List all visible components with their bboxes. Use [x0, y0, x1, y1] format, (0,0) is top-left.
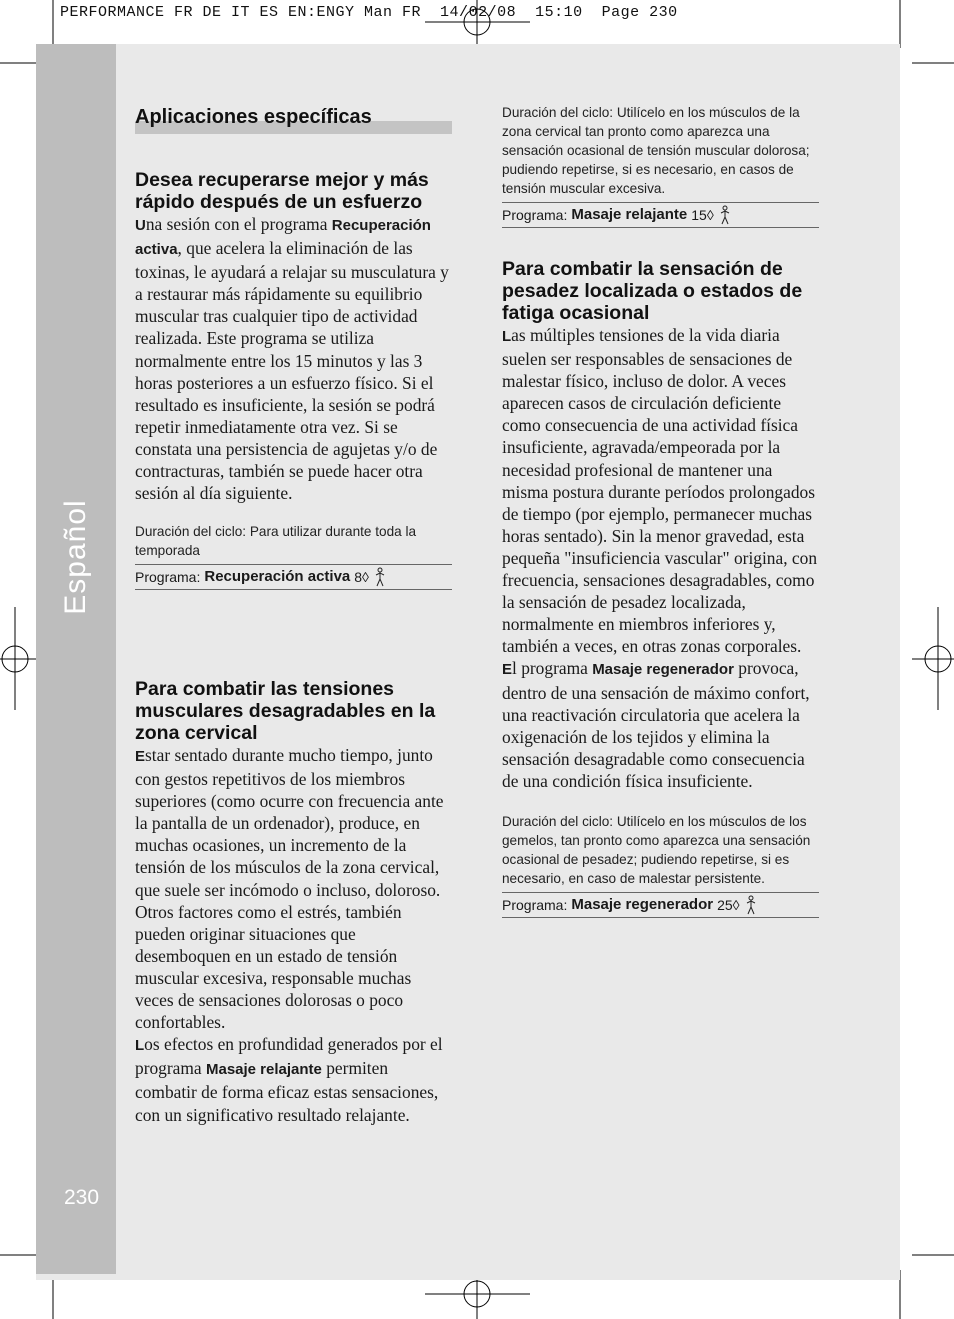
drop-initial: L	[502, 328, 512, 345]
drop-initial: E	[135, 748, 146, 765]
side-band	[36, 44, 116, 1274]
drop-initial: L	[135, 1037, 145, 1055]
program-label: Programa:	[135, 569, 201, 586]
person-figure-icon	[718, 205, 732, 225]
section-recovery	[135, 169, 452, 590]
program-label: Programa:	[502, 896, 568, 913]
section-cervical-end	[502, 103, 819, 228]
drop-initial: U	[135, 217, 146, 234]
program-name: Recuperación activa	[204, 568, 351, 586]
text-run: na sesión con el programa	[145, 214, 332, 234]
paragraph-heaviness-2	[502, 657, 819, 792]
heading-cervical: Para combatir las tensiones musculares desagradables en la zona cervical	[135, 678, 436, 744]
heading-recovery: Desea recuperarse mejor y más rápido después de un esfuerzo	[135, 169, 429, 213]
section-title-text: Aplicaciones específicas	[135, 106, 372, 128]
language-tab-label: Español	[59, 499, 92, 615]
program-label: Programa:	[502, 207, 568, 223]
paragraph-recovery	[135, 213, 452, 504]
text-run: as múltiples tensiones de la vida diaria suelen ser responsables de sensaciones de malestar físico, incluso de dolor. A veces aparecen casos de circulación deficiente como consecuencia de una actividad física insuficiente, agravada/empeorada por la necesidad profesional de mantener una misma postura durante períodos prolongados de tiempo (por ejemplo, permanecer muchas horas sentado). Sin la menor gravedad, esta pequeña "insuficiencia vascular" origina, con frecuencia, sensaciones desagradables, como la sensación de pesadez localizada, normalmente en miembros inferiores y, también a veces, en otras zonas corporales.	[502, 325, 818, 657]
page-number: 230	[64, 1186, 100, 1209]
text-run: os efectos en profundidad generados por el programa	[135, 1034, 443, 1079]
paragraph-cervical-2	[135, 1033, 452, 1125]
section-cervical	[135, 678, 452, 1126]
program-mention: Masaje regenerador	[592, 661, 734, 679]
text-run: star sentado durante mucho tiempo, junto con gestos repetitivos de los miembros superiores (como ocurre con frecuencia ante la pantalla de un ordenador), produce, en muchas ocasiones, un incremento de la tensión de los músculos de la zona cervical, que suele ser incómodo o incluso, doloroso. Otros factores como el estrés, también pueden originar situaciones que desemboquen en un estado de tensión muscular excesiva, responsable muchas veces de sensaciones dolorosas o poco confortables.	[135, 745, 444, 1033]
person-figure-icon	[744, 895, 758, 915]
person-figure-icon	[373, 567, 387, 587]
program-mention: Masaje relajante	[205, 1061, 322, 1079]
text-run: , que acelera la eliminación de las toxinas, le ayudará a relajar su musculatura y a restaurar más rápidamente su equilibrio muscular tras cualquier tipo de actividad realizada. Este programa se utiliza normalmente entre los 15 minutos y las 3 horas posteriores a un esfuerzo físico. Si el resultado es insuficiente, la sesión se podrá repetir inmediatamente otra vez. Si se constata una persistencia de agujetas y/o de contracturas, también se puede hacer otra sesión al día siguiente.	[135, 238, 449, 504]
program-name: Masaje regenerador	[571, 895, 714, 913]
heading-heaviness: Para combatir la sensación de pesadez localizada o estados de fatiga ocasional	[502, 258, 803, 324]
program-minutes: 25◊	[717, 896, 740, 913]
program-minutes: 15◊	[691, 207, 714, 223]
text-run: provoca, dentro de una sensación de máximo confort, una reactivación circulatoria que acelera la oxigenación de los tejidos y elimina la sensación desagradable como consecuencia de una condición física insuficiente.	[502, 658, 810, 791]
section-title	[135, 106, 452, 129]
program-mention: Recuperación activa	[135, 217, 431, 259]
cycle-duration: Duración del ciclo: Utilícelo en los músculos de la zona cervical tan pronto como aparezca una sensación ocasional de tensión muscular dolorosa; pudiendo repetirse, si es necesario, en casos de tensión muscular excesiva.	[502, 105, 810, 196]
section-heaviness	[502, 258, 819, 918]
cycle-duration: Duración del ciclo: Para utilizar durante toda la temporada	[135, 524, 417, 559]
program-row-relax	[502, 202, 819, 228]
paragraph-cervical-1	[135, 744, 452, 1033]
drop-initial: E	[502, 661, 513, 679]
paragraph-heaviness-1	[502, 324, 819, 657]
program-row-recovery	[135, 564, 452, 590]
program-row-regen	[502, 892, 819, 918]
cycle-duration: Duración del ciclo: Utilícelo en los músculos de los gemelos, tan pronto como aparezca una sensación ocasional de pesadez; pudiendo repetirse, si es necesario, en caso de malestar persistente.	[502, 813, 811, 886]
program-name: Masaje relajante	[571, 206, 688, 223]
text-run: permiten combatir de forma eficaz estas sensaciones, con un significativo resultado relajante.	[135, 1058, 439, 1125]
text-run: l programa	[512, 658, 593, 679]
print-slug-header: PERFORMANCE FR DE IT ES EN:ENGY Man FR 14/02/08 15:10 Page 230	[60, 4, 678, 21]
program-minutes: 8◊	[354, 569, 369, 586]
